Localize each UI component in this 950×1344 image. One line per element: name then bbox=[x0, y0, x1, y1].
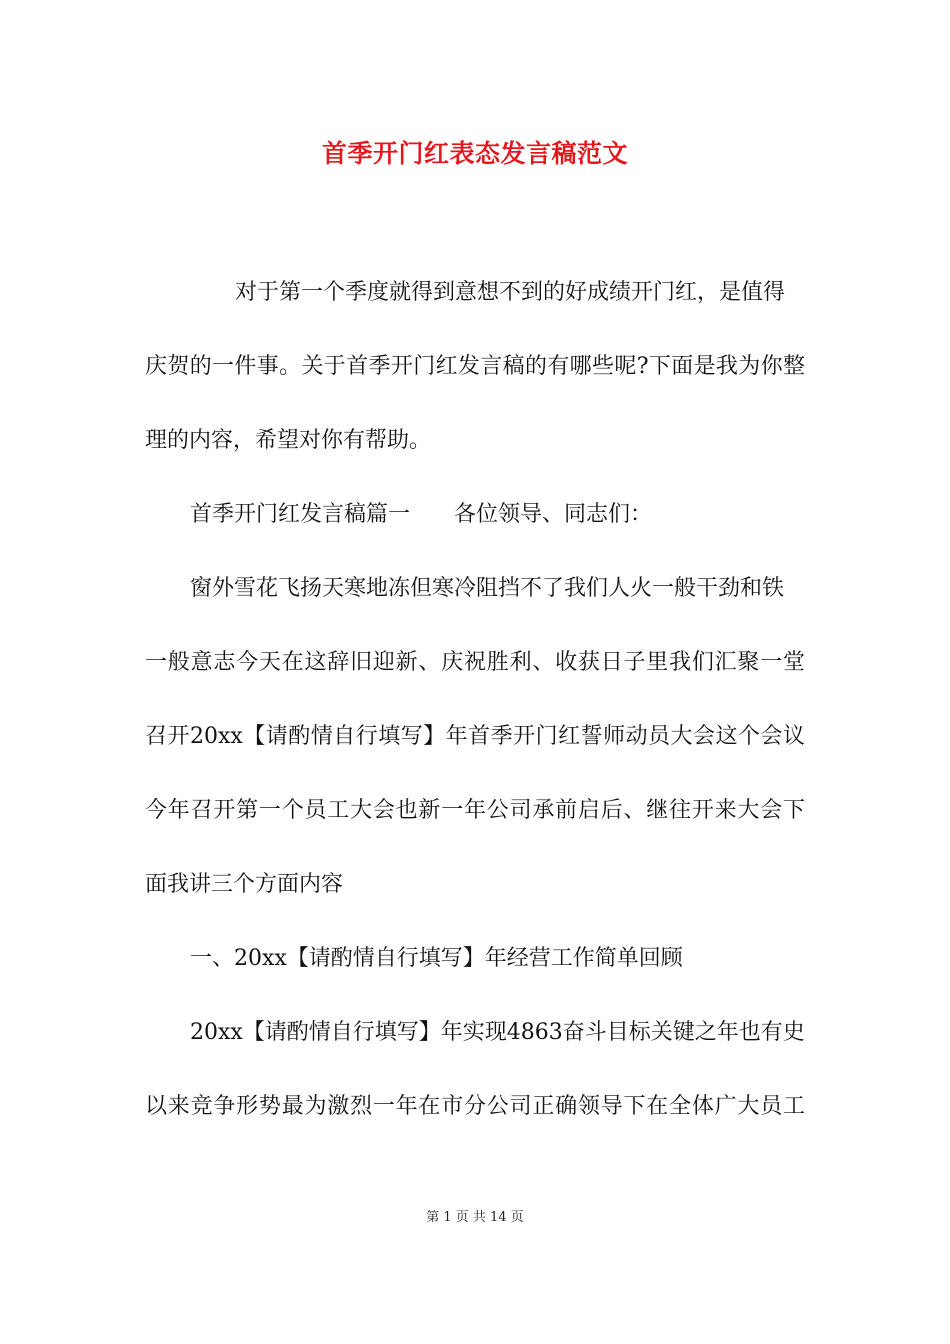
paragraph-line: 召开20xx【请酌情自行填写】年首季开门红誓师动员大会这个会议 bbox=[145, 724, 805, 749]
paragraph-line: 庆贺的一件事。关于首季开门红发言稿的有哪些呢?下面是我为你整 bbox=[145, 354, 805, 379]
paragraph-line: 一般意志今天在这辞旧迎新、庆祝胜利、收获日子里我们汇聚一堂 bbox=[145, 650, 805, 675]
page-number-footer: 第 1 页 共 14 页 bbox=[426, 1210, 524, 1225]
paragraph-line: 窗外雪花飞扬天寒地冻但寒冷阻挡不了我们人火一般干劲和铁 bbox=[190, 576, 785, 601]
paragraph-line: 对于第一个季度就得到意想不到的好成绩开门红，是值得 bbox=[235, 280, 786, 305]
paragraph-line: 今年召开第一个员工大会也新一年公司承前启后、继往开来大会下 bbox=[145, 798, 805, 823]
section-heading-line: 一、20xx【请酌情自行填写】年经营工作简单回顾 bbox=[190, 946, 683, 971]
paragraph-line: 面我讲三个方面内容 bbox=[145, 872, 344, 897]
section-heading-line: 首季开门红发言稿篇一 各位领导、同志们： bbox=[190, 502, 653, 527]
paragraph-line: 理的内容，希望对你有帮助。 bbox=[145, 428, 432, 453]
document-title: 首季开门红表态发言稿范文 bbox=[321, 139, 628, 168]
paragraph-line: 20xx【请酌情自行填写】年实现4863奋斗目标关键之年也有史 bbox=[190, 1020, 805, 1045]
paragraph-line: 以来竞争形势最为激烈一年在市分公司正确领导下在全体广大员工 bbox=[145, 1094, 805, 1119]
